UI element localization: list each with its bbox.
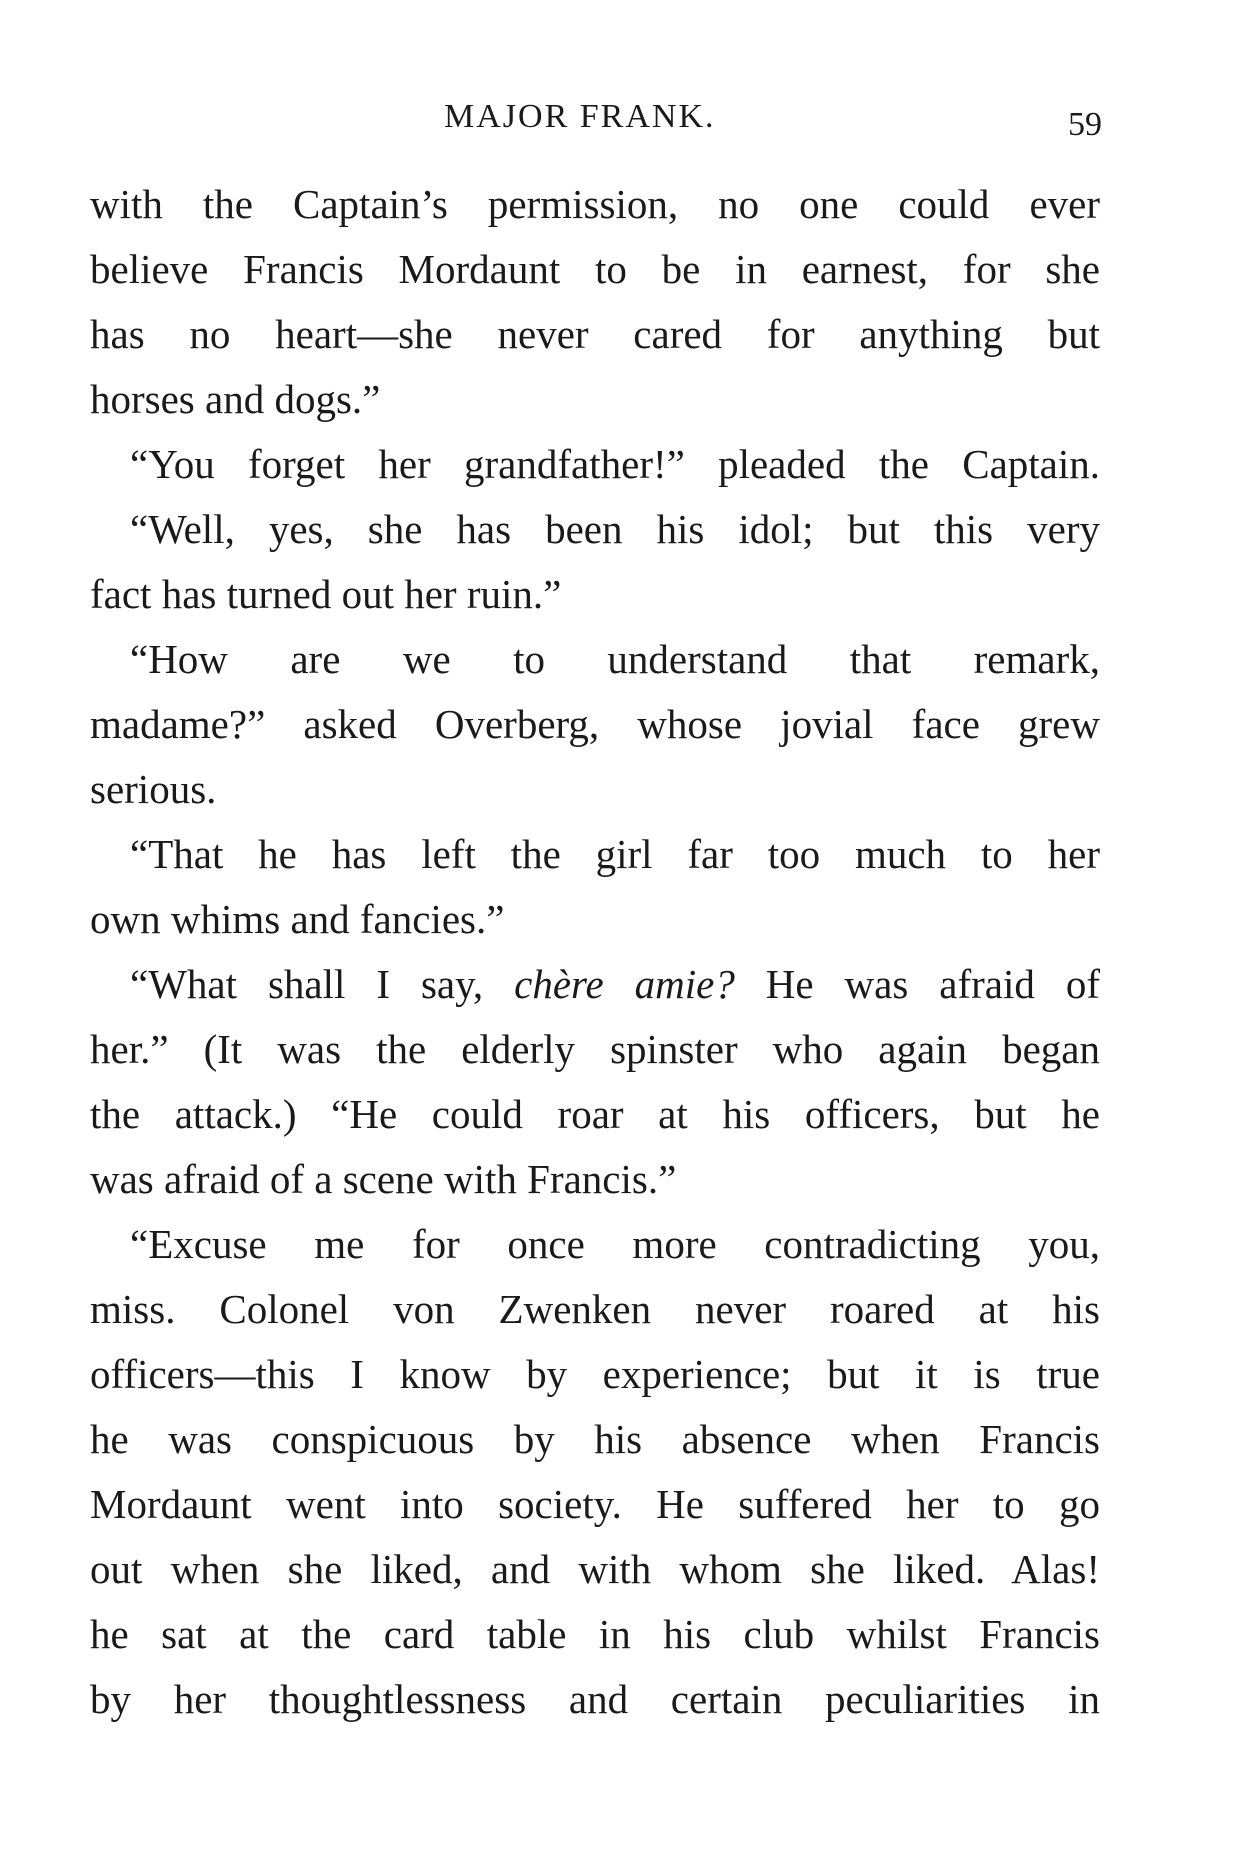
text-line: horses and dogs.” [90, 376, 381, 422]
text-line: believe Francis Mordaunt to be in earnest, for she [90, 246, 1100, 292]
text-line: has no heart—she never cared for anything but [90, 311, 1100, 357]
text-line: with the Captain’s permission, no one could ever [90, 181, 1100, 227]
text-line: was afraid of a scene with Francis.” [90, 1156, 677, 1202]
text-line [90, 952, 1100, 1017]
text-line: fact has turned out her ruin.” [90, 571, 562, 617]
text-line: the attack.) “He could roar at his officers, but he [90, 1091, 1100, 1137]
running-head [0, 98, 1237, 148]
text-line: “Well, yes, she has been his idol; but this very [130, 506, 1100, 552]
text-line: “That he has left the girl far too much to her [130, 831, 1100, 877]
running-title: MAJOR FRANK. [444, 98, 716, 135]
text-line: out when she liked, and with whom she liked. Alas! [90, 1546, 1100, 1592]
text-line: Mordaunt went into society. He suffered her to go [90, 1481, 1100, 1527]
text-line: “Excuse me for once more contradicting you, [130, 1221, 1100, 1267]
text-line: miss. Colonel von Zwenken never roared at his [90, 1286, 1100, 1332]
page-number: 59 [1068, 106, 1102, 143]
text-line: officers—this I know by experience; but it is true [90, 1351, 1100, 1397]
text-line: her.” (It was the elderly spinster who again began [90, 1026, 1100, 1072]
text-segment: He was afraid of [734, 961, 1100, 1007]
text-line: madame?” asked Overberg, whose jovial face grew [90, 701, 1100, 747]
text-line: he sat at the card table in his club whilst Francis [90, 1611, 1100, 1657]
text-line: by her thoughtlessness and certain peculiarities in [90, 1676, 1100, 1722]
text-line: “You forget her grandfather!” pleaded the Captain. [130, 441, 1100, 487]
text-line: he was conspicuous by his absence when Francis [90, 1416, 1100, 1462]
text-segment: “What shall I say, [130, 961, 515, 1007]
italic-phrase: chère amie? [514, 961, 735, 1007]
text-line: serious. [90, 766, 217, 812]
text-line: own whims and fancies.” [90, 896, 505, 942]
body-text [90, 172, 1100, 1732]
text-line: “How are we to understand that remark, [130, 636, 1100, 682]
